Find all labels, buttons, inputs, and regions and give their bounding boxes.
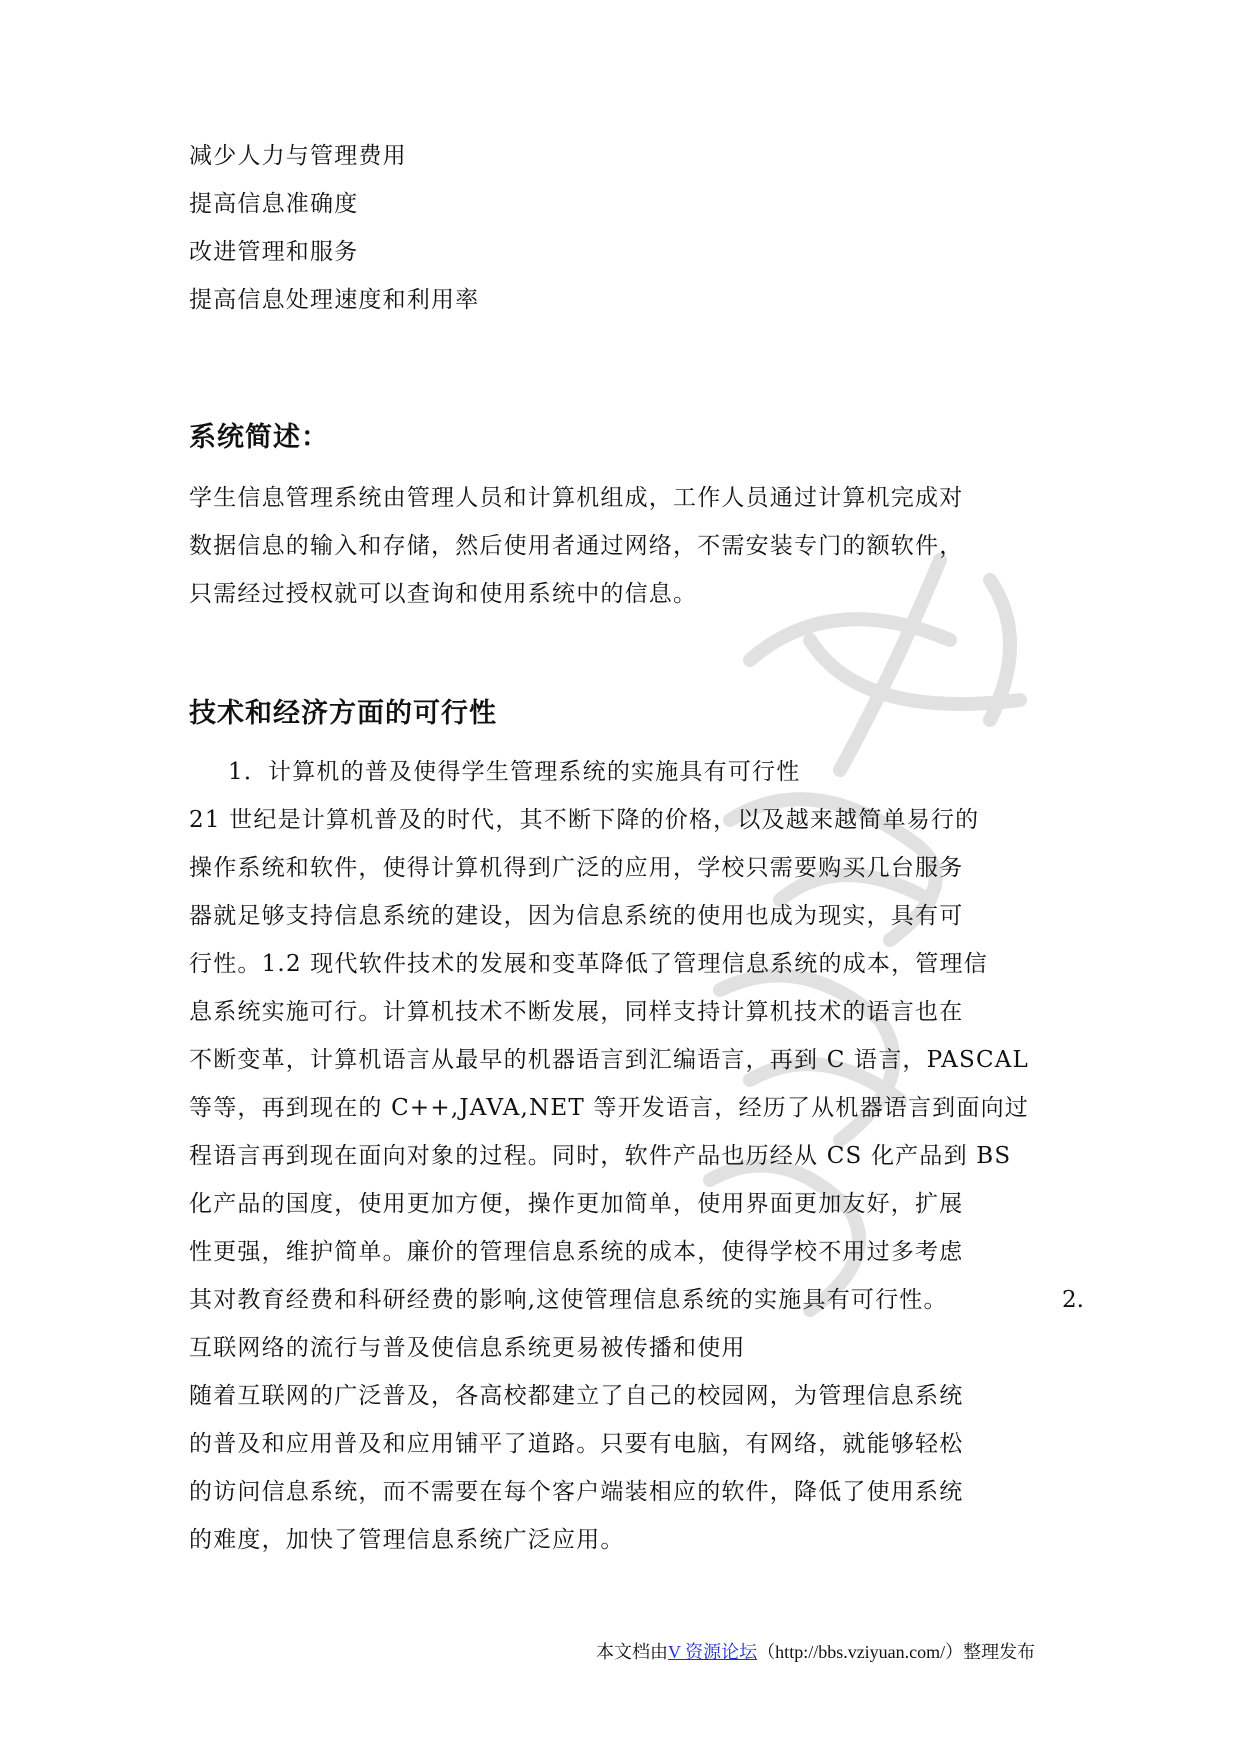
overview-heading: 系统简述：	[189, 422, 329, 453]
feasibility-line: 行性。1.2 现代软件技术的发展和变革降低了管理信息系统的成本，管理信	[189, 951, 988, 977]
point2-line: 的难度，加快了管理信息系统广泛应用。	[189, 1527, 625, 1553]
benefit-item: 提高信息处理速度和利用率	[189, 287, 480, 313]
footer	[596, 1640, 1035, 1664]
point2-line: 随着互联网的广泛普及，各高校都建立了自己的校园网，为管理信息系统	[189, 1383, 964, 1409]
benefit-item: 改进管理和服务	[189, 239, 359, 265]
overview-line: 只需经过授权就可以查询和使用系统中的信息。	[189, 581, 698, 607]
feasibility-line: 息系统实施可行。计算机技术不断发展，同样支持计算机技术的语言也在	[189, 999, 964, 1025]
overview-line: 学生信息管理系统由管理人员和计算机组成，工作人员通过计算机完成对	[189, 485, 964, 511]
feasibility-line: 其对教育经费和科研经费的影响,这使管理信息系统的实施具有可行性。	[189, 1287, 948, 1313]
feasibility-line: 化产品的国度，使用更加方便，操作更加简单，使用界面更加友好，扩展	[189, 1191, 964, 1217]
point2-line: 的访问信息系统，而不需要在每个客户端装相应的软件，降低了使用系统	[189, 1479, 964, 1505]
feasibility-line: 程语言再到现在面向对象的过程。同时，软件产品也历经从 CS 化产品到 BS	[189, 1143, 1012, 1169]
feasibility-heading: 技术和经济方面的可行性	[189, 698, 497, 729]
point1-title: 1．计算机的普及使得学生管理系统的实施具有可行性	[228, 759, 801, 785]
feasibility-line: 操作系统和软件，使得计算机得到广泛的应用，学校只需要购买几台服务	[189, 855, 964, 881]
feasibility-line: 器就足够支持信息系统的建设，因为信息系统的使用也成为现实，具有可	[189, 903, 964, 929]
point2-title: 互联网络的流行与普及使信息系统更易被传播和使用	[189, 1335, 746, 1361]
point2-line: 的普及和应用普及和应用铺平了道路。只要有电脑，有网络，就能够轻松	[189, 1431, 964, 1457]
feasibility-line: 性更强，维护简单。廉价的管理信息系统的成本，使得学校不用过多考虑	[189, 1239, 964, 1265]
footer-suffix: （http://bbs.vziyuan.com/）整理发布	[757, 1642, 1036, 1662]
benefit-item: 减少人力与管理费用	[189, 143, 407, 169]
benefit-item: 提高信息准确度	[189, 191, 359, 217]
footer-prefix: 本文档由	[596, 1642, 668, 1662]
overview-line: 数据信息的输入和存储，然后使用者通过网络，不需安装专门的额软件，	[189, 533, 964, 559]
footer-forum-link[interactable]: V 资源论坛	[668, 1642, 758, 1662]
feasibility-line: 不断变革，计算机语言从最早的机器语言到汇编语言，再到 C 语言，PASCAL	[189, 1047, 1030, 1073]
feasibility-line: 等等，再到现在的 C++,JAVA,NET 等开发语言，经历了从机器语言到面向过	[189, 1095, 1029, 1121]
point2-number: 2.	[1062, 1287, 1084, 1313]
feasibility-line: 21 世纪是计算机普及的时代，其不断下降的价格，以及越来越简单易行的	[189, 807, 980, 833]
